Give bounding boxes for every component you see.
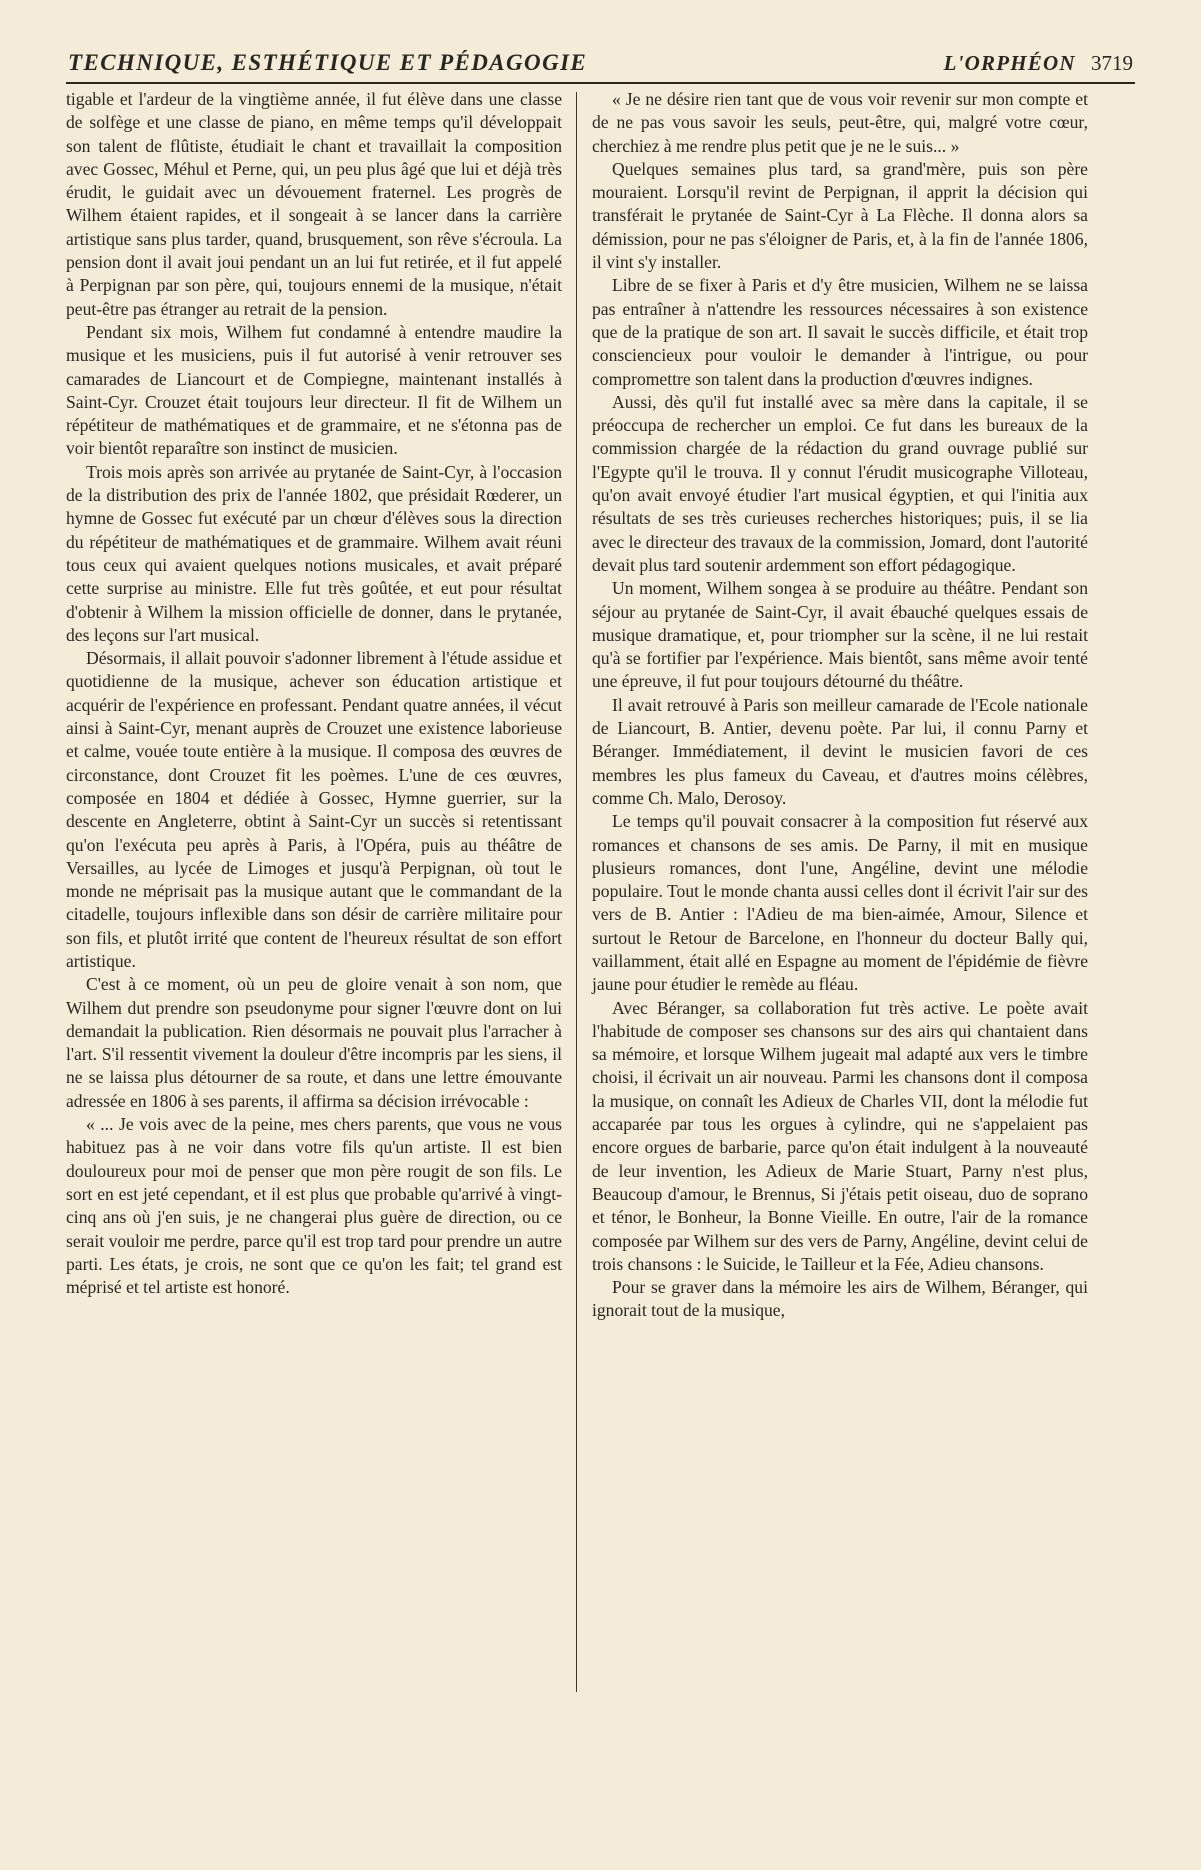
paragraph: Pour se graver dans la mémoire les airs de Wilhem, Béranger, qui ignorait tout de la musique,: [592, 1277, 1088, 1321]
header-right: [944, 51, 1133, 76]
paragraph: Trois mois après son arrivée au prytanée de Saint-Cyr, à l'occasion de la distribution des prix de l'année 1802, que présidait Rœderer, un hymne de Gossec fut exécuté par un chœur d'élèves sous la direction du répétiteur de mathématiques et de grammaire. Wilhem avait réuni tous ceux qui avaient quelques notions musicales, et avait préparé cette surprise au ministre. Elle fut très goûtée, et eut pour résultat d'obtenir à Wilhem la mission officielle de donner, dans le prytanée, des leçons sur l'art musical.: [66, 461, 562, 645]
left-column: [66, 88, 562, 1299]
paragraph: tigable et l'ardeur de la vingtième année, il fut élève dans une classe de solfège et une classe de piano, en même temps qu'il développait son talent de flûtiste, étudiait le chant et travaillait la composition avec Gossec, Méhul et Perne, qui, un peu plus âgé que lui et déjà très érudit, le guidait avec un dévouement fraternel. Les progrès de Wilhem étaient rapides, et il songeait à se lancer dans la carrière artistique sans plus tarder, quand, brusquement, son rêve s'écroula. La pension dont il avait joui pendant un an lui fut retirée, et il fut appelé à Perpignan par son père, qui, toujours ennemi de la musique, n'était peut-être pas étranger au retrait de la pension.: [66, 89, 562, 319]
paragraph: C'est à ce moment, où un peu de gloire venait à son nom, que Wilhem dut prendre son pseudonyme pour signer l'œuvre dont on lui demandait la publication. Rien désormais ne pouvait plus l'arracher à l'art. S'il ressentit vivement la douleur d'être incompris par les siens, il ne se laissa plus détourner de sa route, et dans une lettre émouvante adressée en 1806 à ses parents, il affirma sa décision irrévocable :: [66, 974, 562, 1111]
paragraph: Quelques semaines plus tard, sa grand'mère, puis son père mouraient. Lorsqu'il revint de Perpignan, il apprit la décision qui transférait le prytanée de Saint-Cyr à La Flèche. Il donna alors sa démission, pour ne pas s'éloigner de Paris, et, à la fin de l'année 1806, il vint s'y installer.: [592, 158, 1088, 273]
paragraph: Le temps qu'il pouvait consacrer à la composition fut réservé aux romances et chansons de ses amis. De Parny, il mit en musique plusieurs romances, dont l'une, Angéline, devint une mélodie populaire. Tout le monde chanta aussi celles dont il écrivit l'air sur des vers de B. Antier : l'Adieu de ma bien-aimée, Amour, Silence et surtout le Retour de Barcelone, en l'honneur du docteur Bally qui, vaillamment, était allé en Espagne au moment de l'épidémie de fièvre jaune pour étudier le remède au fléau.: [592, 811, 1088, 995]
column-rule: [576, 92, 577, 1692]
journal-title: L'ORPHÉON: [943, 51, 1076, 75]
paragraph: Libre de se fixer à Paris et d'y être musicien, Wilhem ne se laissa pas entraîner à n'attendre les ressources nécessaires à son existence que de la pratique de son art. Il savait le succès difficile, et était trop consciencieux pour vouloir le demander à l'intrigue, ou pour compromettre son talent dans la production d'œuvres indignes.: [592, 275, 1088, 389]
paragraph: Pendant six mois, Wilhem fut condamné à entendre maudire la musique et les musiciens, puis il fut autorisé à venir retrouver ses camarades de Liancourt et de Compiegne, maintenant installés à Saint-Cyr. Crouzet était toujours leur directeur. Il fit de Wilhem un répétiteur de mathématiques et de grammaire, et ne s'étonna pas de voir bientôt reparaître son instinct de musicien.: [66, 321, 562, 459]
paragraph: Un moment, Wilhem songea à se produire au théâtre. Pendant son séjour au prytanée de Saint-Cyr, il avait ébauché quelques essais de musique dramatique, et, pour triompher sur la scène, il ne lui restait qu'à se fortifier par l'expérience. Mais bientôt, sans même avoir tenté une épreuve, il fut pour toujours détourné du théâtre.: [592, 578, 1088, 692]
page-number: 3719: [1091, 51, 1133, 75]
quoted-letter: « Je ne désire rien tant que de vous voir revenir sur mon compte et de ne pas vous savoir les seuls, peut-être, qui, malgré votre cœur, cherchiez à me rendre plus petit que je ne le suis... »: [592, 89, 1088, 156]
section-title: TECHNIQUE, ESTHÉTIQUE ET PÉDAGOGIE: [68, 50, 588, 75]
quoted-letter: « ... Je vois avec de la peine, mes chers parents, que vous ne vous habituez pas à ne voir dans votre fils qu'un artiste. Il est bien douloureux pour moi de penser que mon père rougit de son fils. Le sort en est jeté cependant, et il est plus que probable qu'arrivé à vingt-cinq ans où j'en suis, je ne changerai plus guère de direction, ou ce serait vouloir me perdre, parce qu'il est trop tard pour prendre un autre parti. Les états, je crois, ne sont que ce qu'on les fait; tel grand est méprisé et tel artiste est honoré.: [66, 1114, 562, 1298]
paragraph: Aussi, dès qu'il fut installé avec sa mère dans la capitale, il se préoccupa de rechercher un emploi. Ce fut dans les bureaux de la commission chargée de la rédaction du grand ouvrage publié sur l'Egypte qu'il le trouva. Il y connut l'érudit musicographe Villoteau, qu'on avait envoyé étudier l'art musical égyptien, et qui l'initia aux résultats de ses très curieuses recherches historiques; puis, il se lia avec le directeur des travaux de la commission, Jomard, dont l'autorité devait plus tard soutenir ardemment son effort pédagogique.: [592, 391, 1088, 575]
paragraph: Il avait retrouvé à Paris son meilleur camarade de l'Ecole nationale de Liancourt, B. Antier, devenu poète. Par lui, il connu Parny et Béranger. Immédiatement, il devint le musicien favori de ces membres les plus fameux du Caveau, et d'autres moins célèbres, comme Ch. Malo, Derosoy.: [592, 694, 1088, 808]
paragraph: Désormais, il allait pouvoir s'adonner librement à l'étude assidue et quotidienne de la musique, achever son éducation artistique et acquérir de l'expérience en professant. Pendant quatre années, il vécut ainsi à Saint-Cyr, menant auprès de Crouzet une existence laborieuse et calme, vouée toute entière à la musique. Il composa des œuvres de circonstance, dont Crouzet fit les poèmes. L'une de ces œuvres, composée en 1804 et dédiée à Gossec, Hymne guerrier, sur la descente en Angleterre, obtint à Saint-Cyr un succès si retentissant qu'on l'exécuta peu après à Paris, à l'Opéra, puis au théâtre de Versailles, au lycée de Limoges et jusqu'à Perpignan, où tout le monde ne méprisait pas la musique autant que le commandant de la citadelle, toujours inflexible dans son désir de carrière militaire pour son fils, et plutôt irrité que content de l'heureux résultat de son effort artistique.: [66, 648, 562, 971]
right-column: [592, 88, 1088, 1323]
paragraph: Avec Béranger, sa collaboration fut très active. Le poète avait l'habitude de composer ses chansons sur des airs qui chantaient dans sa mémoire, et lorsque Wilhem jugeait mal adapté aux vers le timbre choisi, il écrivait un air nouveau. Parmi les chansons dont il composa la musique, on connaît les Adieux de Charles VII, dont la mélodie fut accaparée par tous les orgues à cylindre, qui ne s'appelaient pas encore orgues de barbarie, parce qu'on était indulgent à la nouveauté de leur invention, les Adieux de Marie Stuart, Parny n'est plus, Beaucoup d'amour, le Brennus, Si j'étais petit oiseau, duo de soprano et ténor, le Bonheur, la Bonne Vieille. En outre, l'air de la romance composée par Wilhem sur des vers de Parny, Angéline, devint celui de trois chansons : le Suicide, le Tailleur et la Fée, Adieu chansons.: [592, 997, 1088, 1274]
running-header: [66, 46, 1135, 84]
